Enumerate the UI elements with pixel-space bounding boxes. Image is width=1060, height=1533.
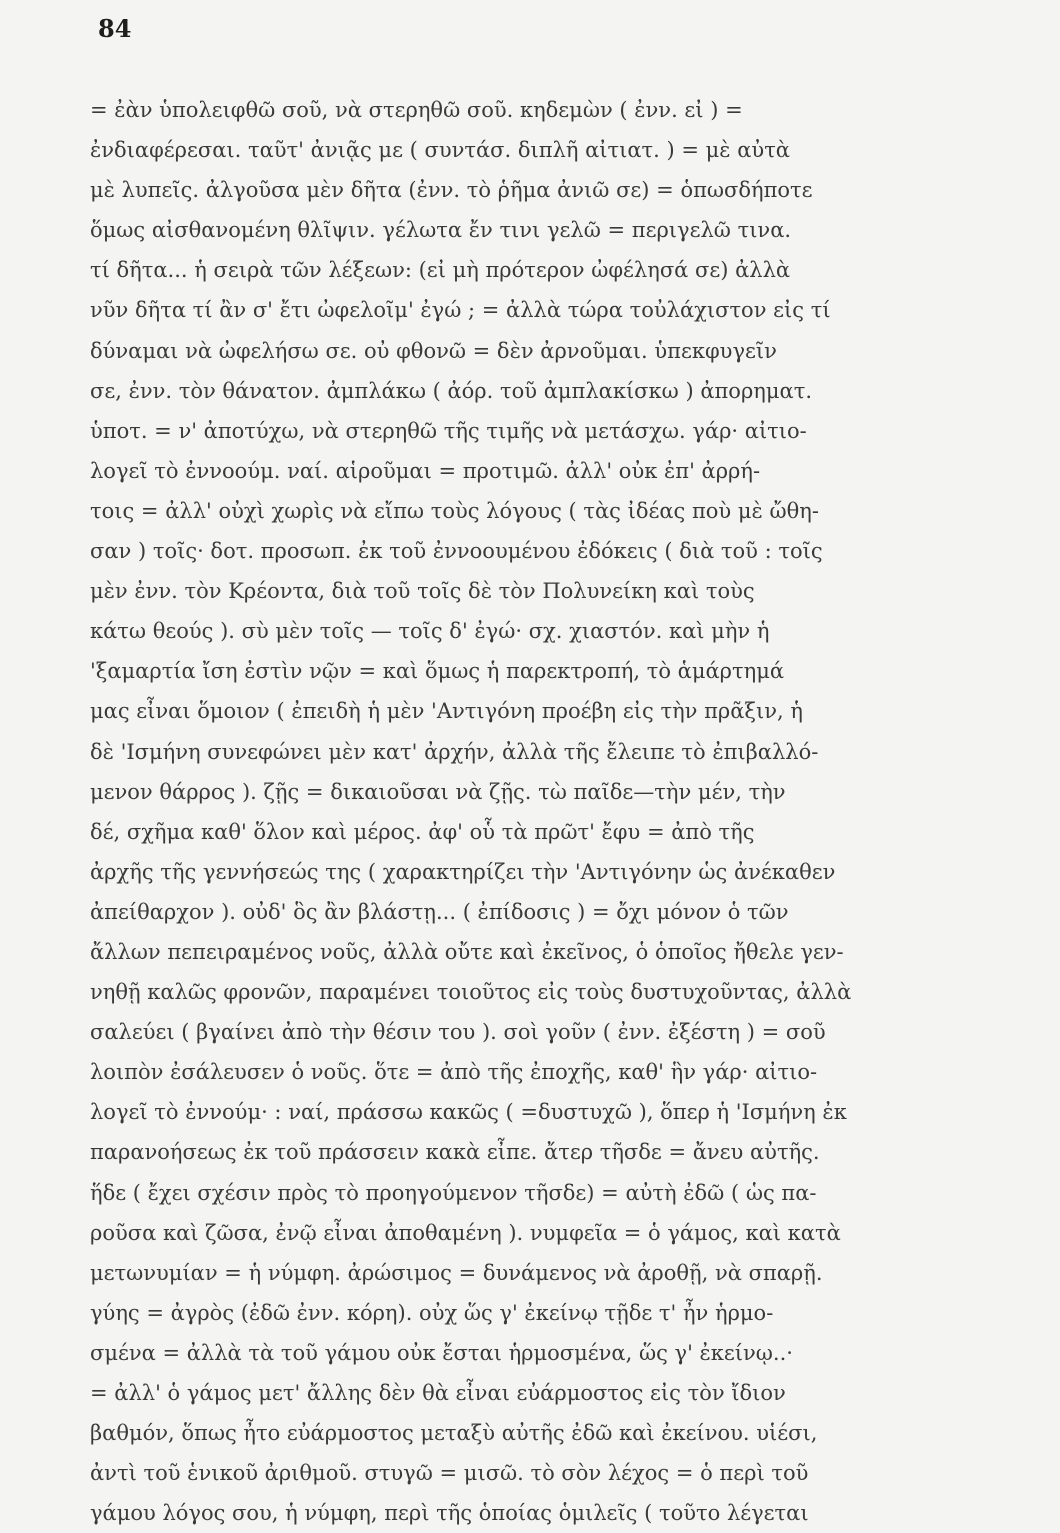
text-line: = ἀλλ' ὁ γάμος μετ' ἄλλης δὲν θὰ εἶναι εὐάρμοστος εἰς τὸν ἴδιον	[90, 1381, 786, 1405]
text-line: μας εἶναι ὅμοιον ( ἐπειδὴ ἡ μὲν 'Αντιγόνη προέβη εἰς τὴν πρᾶξιν, ἡ	[90, 699, 803, 724]
text-line: τί δῆτα... ἡ σειρὰ τῶν λέξεων: (εἰ μὴ πρότερον ὠφέλησά σε) ἀλλὰ	[90, 258, 791, 283]
text-line: λογεῖ τὸ ἐννούμ· : ναί, πράσσω κακῶς ( =δυστυχῶ ), ὅπερ ἡ 'Ισμήνη ἐκ	[90, 1100, 847, 1125]
text-line: δύναμαι νὰ ὠφελήσω σε. οὐ φθονῶ = δὲν ἀρνοῦμαι. ὑπεκφυγεῖν	[90, 338, 777, 363]
text-line: ροῦσα καὶ ζῶσα, ἐνῷ εἶναι ἀποθαμένη ). νυμφεῖα = ὁ γάμος, καὶ κατὰ	[90, 1220, 841, 1245]
text-line: παρανοήσεως ἐκ τοῦ πράσσειν κακὰ εἶπε. ἄτερ τῆσδε = ἄνευ αὐτῆς.	[90, 1140, 820, 1165]
text-line: ἥδε ( ἔχει σχέσιν πρὸς τὸ προηγούμενον τῆσδε) = αὐτὴ ἐδῶ ( ὡς πα-	[90, 1180, 817, 1205]
text-line: = ἐὰν ὑπολειφθῶ σοῦ, νὰ στερηθῶ σοῦ. κηδεμὼν ( ἐνν. εἰ ) =	[90, 98, 743, 122]
text-line: μετωνυμίαν = ἡ νύμφη. ἀρώσιμος = δυνάμενος νὰ ἀροθῇ, νὰ σπαρῇ.	[90, 1260, 823, 1285]
text-line: σαν ) τοῖς· δοτ. προσωπ. ἐκ τοῦ ἐννοουμένου ἐδόκεις ( διὰ τοῦ : τοῖς	[90, 539, 823, 564]
text-line: δέ, σχῆμα καθ' ὅλον καὶ μέρος. ἀφ' οὗ τὰ πρῶτ' ἔφυ = ἀπὸ τῆς	[90, 819, 755, 844]
text-line: νῦν δῆτα τί ἂν σ' ἔτι ὠφελοῖμ' ἐγώ ; = ἀλλὰ τώρα τοὐλάχιστον εἰς τί	[90, 298, 831, 323]
text-line: μὲ λυπεῖς. ἀλγοῦσα μὲν δῆτα (ἐνν. τὸ ῥῆμα ἀνιῶ σε) = ὁπωσδήποτε	[90, 178, 813, 203]
text-line: ὑποτ. = ν' ἀποτύχω, νὰ στερηθῶ τῆς τιμῆς νὰ μετάσχω. γάρ· αἰτιο-	[90, 418, 807, 443]
text-line: σμένα = ἀλλὰ τὰ τοῦ γάμου οὐκ ἔσται ἡρμοσμένα, ὥς γ' ἐκείνῳ..·	[90, 1340, 793, 1365]
text-line: μὲν ἐνν. τὸν Κρέοντα, διὰ τοῦ τοῖς δὲ τὸν Πολυνείκη καὶ τοὺς	[90, 579, 755, 604]
text-line: ὅμως αἰσθανομένη θλῖψιν. γέλωτα ἔν τινι γελῶ = περιγελῶ τινα.	[90, 218, 792, 243]
text-line: νηθῇ καλῶς φρονῶν, παραμένει τοιοῦτος εἰς τοὺς δυστυχοῦντας, ἀλλὰ	[90, 980, 852, 1005]
text-line: 'ξαμαρτία ἴση ἐστὶν νῷν = καὶ ὅμως ἡ παρεκτροπή, τὸ ἁμάρτημά	[90, 659, 785, 684]
text-line: ἄλλων πεπειραμένος νοῦς, ἀλλὰ οὔτε καὶ ἐκεῖνος, ὁ ὁποῖος ἤθελε γεν-	[90, 939, 844, 964]
text-line: γάμου λόγος σου, ἡ νύμφη, περὶ τῆς ὁποίας ὁμιλεῖς ( τοῦτο λέγεται	[90, 1501, 809, 1526]
text-line: λογεῖ τὸ ἐννοούμ. ναί. αἱροῦμαι = προτιμῶ. ἀλλ' οὐκ ἐπ' ἀρρή-	[90, 458, 761, 483]
text-line: μενον θάρρος ). ζῇς = δικαιοῦσαι νὰ ζῇς. τὼ παῖδε—τὴν μέν, τὴν	[90, 779, 786, 804]
text-line: ἀπείθαρχον ). οὐδ' ὃς ἂν βλάστῃ... ( ἐπίδοσις ) = ὄχι μόνον ὁ τῶν	[90, 899, 789, 924]
text-line: βαθμόν, ὅπως ἦτο εὐάρμοστος μεταξὺ αὐτῆς ἐδῶ καὶ ἐκείνου. υἱέσι,	[90, 1421, 818, 1446]
text-line: κάτω θεούς ). σὺ μὲν τοῖς — τοῖς δ' ἐγώ· σχ. χιαστόν. καὶ μὴν ἡ	[90, 619, 770, 644]
text-line: δὲ 'Ισμήνη συνεφώνει μὲν κατ' ἀρχήν, ἀλλὰ τῆς ἔλειπε τὸ ἐπιβαλλό-	[90, 739, 819, 764]
text-line: ἀρχῆς τῆς γεννήσεώς της ( χαρακτηρίζει τὴν 'Αντιγόνην ὡς ἀνέκαθεν	[90, 859, 836, 884]
commentary-text	[90, 90, 982, 1533]
text-line: σαλεύει ( βγαίνει ἀπὸ τὴν θέσιν του ). σοὶ γοῦν ( ἐνν. ἐξέστη ) = σοῦ	[90, 1020, 826, 1045]
text-line: ἐνδιαφέρεσαι. ταῦτ' ἀνιᾷς με ( συντάσ. διπλῆ αἰτιατ. ) = μὲ αὐτὰ	[90, 138, 790, 163]
text-line: γύης = ἀγρὸς (ἐδῶ ἐνν. κόρη). οὐχ ὥς γ' ἐκείνῳ τῇδε τ' ἦν ἡρμο-	[90, 1300, 774, 1325]
page-number: 84	[98, 14, 132, 43]
text-line: ἀντὶ τοῦ ἑνικοῦ ἀριθμοῦ. στυγῶ = μισῶ. τὸ σὸν λέχος = ὁ περὶ τοῦ	[90, 1461, 809, 1486]
text-line: σε, ἐνν. τὸν θάνατον. ἀμπλάκω ( ἀόρ. τοῦ ἀμπλακίσκω ) ἀπορηματ.	[90, 378, 812, 403]
text-line: λοιπὸν ἐσάλευσεν ὁ νοῦς. ὅτε = ἀπὸ τῆς ἐποχῆς, καθ' ἣν γάρ· αἰτιο-	[90, 1060, 818, 1085]
text-line: τοις = ἀλλ' οὐχὶ χωρὶς νὰ εἴπω τοὺς λόγους ( τὰς ἰδέας ποὺ μὲ ὤθη-	[90, 498, 819, 523]
